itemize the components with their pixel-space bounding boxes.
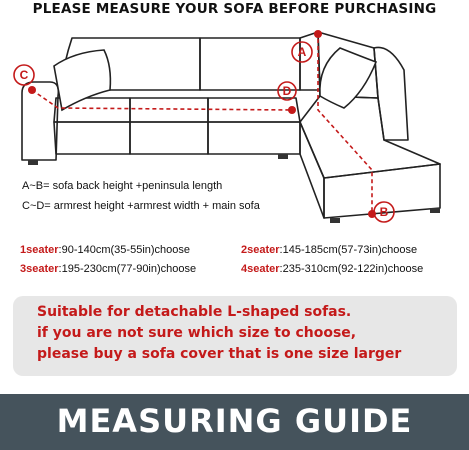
chaise-seat [300,96,440,178]
sofa-right-armrest [374,47,408,140]
sofa-diagram [0,18,469,228]
point-c-label: C [19,68,29,82]
note-line-1: Suitable for detachable L-shaped sofas. [37,304,352,320]
pillow-left [54,50,110,110]
point-a-dot [314,30,322,38]
sofa-front-center [130,122,208,154]
sofa-back-right [297,32,320,90]
point-d-dot [288,106,296,114]
sofa-front-left [54,122,130,154]
size-3seater: 3seater:195-230cm(77-90in)choose [20,263,197,275]
footer-title: MEASURING GUIDE [56,402,413,440]
size-1seater: 1seater:90-140cm(35-55in)choose [20,244,191,256]
page-title: PLEASE MEASURE YOUR SOFA BEFORE PURCHASING [32,1,437,17]
footer-banner [0,394,469,450]
point-b-label: B [379,205,389,219]
pillow-right [320,48,376,108]
size-2seater: 2seater:145-185cm(57-73in)choose [241,244,418,256]
legend-cd: C~D= armrest height +armrest width + main sofa [22,200,260,212]
size-4seater: 4seater:235-310cm(92-122in)choose [241,263,424,275]
sofa-seat-center [130,98,208,122]
legend-ab: A~B= sofa back height +peninsula length [22,180,223,192]
sofa-left-armrest [22,82,58,160]
point-a-label: A [297,45,307,59]
note-line-3: please buy a sofa cover that is one size larger [37,346,402,362]
point-d-label: D [282,84,292,98]
point-c-dot [28,86,36,94]
sofa-front-right [208,122,300,154]
size-note [13,296,457,376]
note-line-2: if you are not sure which size to choose, [37,325,357,341]
